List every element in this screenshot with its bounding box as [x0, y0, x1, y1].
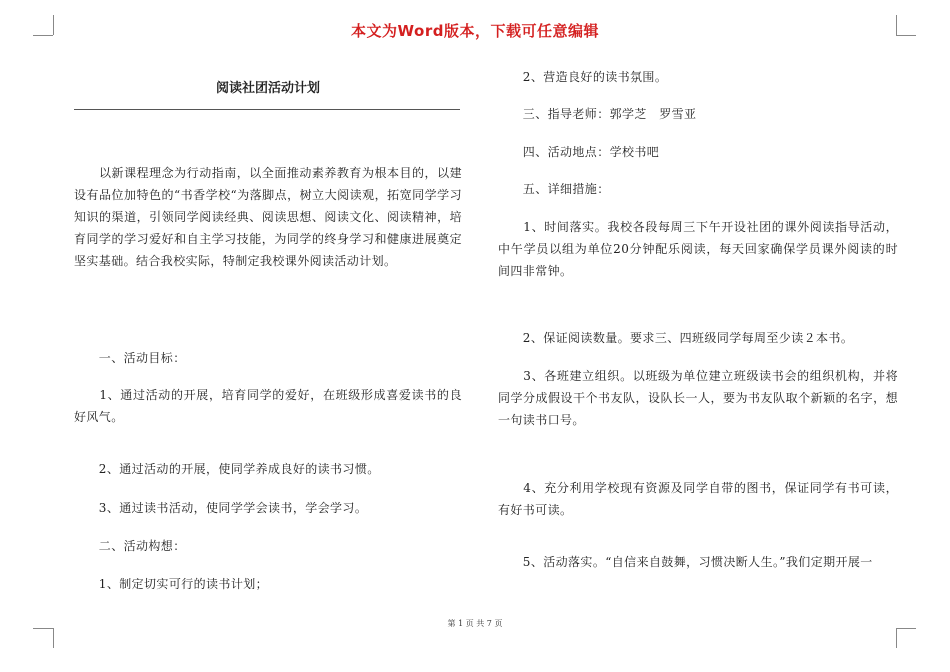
page-corner-mark	[53, 15, 54, 35]
measure-item: 2、保证阅读数量。要求三、四班级同学每周至少读２本书。	[498, 331, 854, 345]
goal-item: 3、通过读书活动，使同学学会读书，学会学习。	[74, 501, 368, 515]
plan-item: 1、制定切实可行的读书计划；	[74, 577, 269, 591]
page-number-footer: 第 1 页 共 7 页	[447, 619, 503, 628]
measure-item: 1、时间落实。我校各段每周三下午开设社团的课外阅读指导活动，中午学员以组为单位20分钟配乐阅读，每天回家确保学员课外阅读的时间四非常钟。	[498, 220, 898, 278]
page-corner-mark	[896, 35, 916, 36]
page-corner-mark	[33, 35, 53, 36]
word-version-banner: 本文为Word版本，下载可任意编辑	[351, 22, 599, 40]
measure-item: 3、各班建立组织。以班级为单位建立班级读书会的组织机构，并将同学分成假设干个书友队，设队长一人，要为书友队取个新颖的名字，想一句读书口号。	[498, 369, 898, 427]
title-divider	[74, 109, 460, 110]
goal-item: 2、通过活动的开展，使同学养成良好的读书习惯。	[74, 462, 380, 476]
document-title: 阅读社团活动计划	[215, 81, 320, 96]
measure-item: 4、充分利用学校现有资源及同学自带的图书，保证同学有书可读，有好书可读。	[498, 481, 898, 517]
page-corner-mark	[896, 628, 897, 648]
section-heading-plan: 二、活动构想：	[74, 539, 186, 553]
section-heading-goals: 一、活动目标：	[74, 351, 186, 365]
plan-item: 2、营造良好的读书氛围。	[498, 70, 668, 84]
goal-item: 1、通过活动的开展，培育同学的爱好，在班级形成喜爱读书的良好风气。	[74, 388, 462, 424]
page-corner-mark	[896, 15, 897, 35]
page-corner-mark	[53, 628, 54, 648]
intro-paragraph: 以新课程理念为行动指南，以全面推动素养教育为根本目的，以建设有品位加特色的“书香学校“为落脚点，树立大阅读观，拓宽同学学习知识的渠道，引领同学阅读经典、阅读思想、阅读文化、阅读精神，培育同学的学习爱好和自主学习技能，为同学的终身学习和健康进展奠定坚实基础。结合我校实际，特制定我校课外阅读活动计划。	[74, 166, 462, 268]
section-heading-teachers: 三、指导老师：郭学芝 罗雪亚	[498, 107, 697, 121]
section-heading-location: 四、活动地点：学校书吧	[498, 145, 660, 159]
section-heading-measures: 五、详细措施：	[498, 182, 610, 196]
measure-item: 5、活动落实。“自信来自鼓舞，习惯决断人生。”我们定期开展一	[498, 555, 873, 569]
